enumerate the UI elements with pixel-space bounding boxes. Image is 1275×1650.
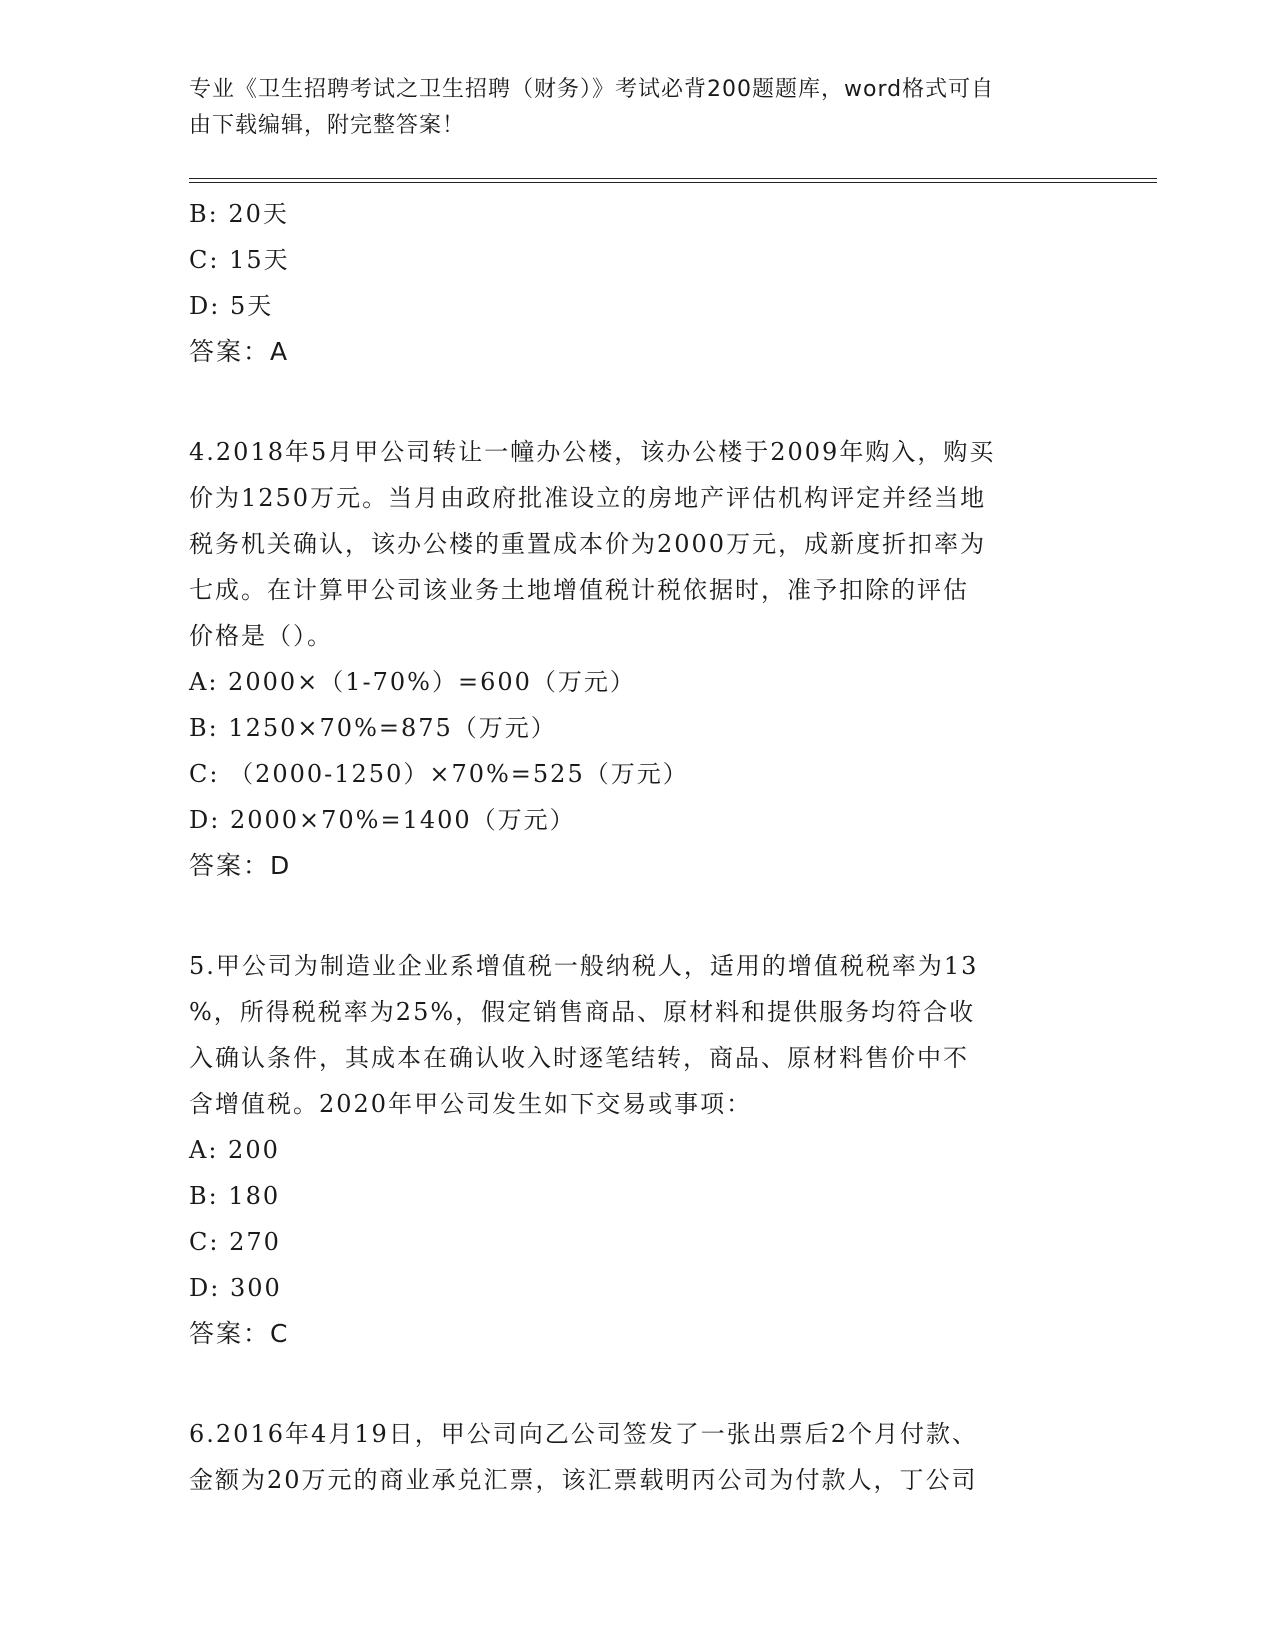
option-b: B: 1250×70%=875（万元） [189,714,557,742]
header-line-2: 由下载编辑，附完整答案！ [189,113,466,138]
question-6 [189,1411,1089,1503]
answer: 答案：A [189,337,290,366]
question-stem-line: 4.2018年5月甲公司转让一幢办公楼，该办公楼于2009年购入，购买 [189,438,996,466]
question-5 [189,943,1089,1357]
option-c: C: （2000-1250）×70%=525（万元） [189,760,689,788]
question-stem-line: 金额为20万元的商业承兑汇票，该汇票载明丙公司为付款人，丁公司 [189,1466,978,1494]
spacer [189,889,1089,943]
question-4 [189,429,1089,889]
question-stem-line: 5.甲公司为制造业企业系增值税一般纳税人，适用的增值税税率为13 [189,952,979,980]
question-stem-line: 价为1250万元。当月由政府批准设立的房地产评估机构评定并经当地 [189,484,987,512]
document-body [189,191,1089,1503]
answer: 答案：C [189,1319,290,1348]
option-d: D: 2000×70%=1400（万元） [189,806,576,834]
question-stem-line: 入确认条件，其成本在确认收入时逐笔结转，商品、原材料售价中不 [189,1044,969,1072]
option-c: C: 15天 [189,246,290,274]
question-stem-line: 价格是（）。 [189,622,333,650]
answer: 答案：D [189,851,292,880]
option-d: D: 300 [189,1274,282,1302]
spacer [189,1357,1089,1411]
option-a: A: 2000×（1-70%）=600（万元） [189,668,636,696]
question-stem-line: 6.2016年4月19日，甲公司向乙公司签发了一张出票后2个月付款、 [189,1420,979,1448]
header-line-1: 专业《卫生招聘考试之卫生招聘（财务）》考试必背200题题库，word格式可自 [189,77,995,102]
option-a: A: 200 [189,1136,280,1164]
option-d: D: 5天 [189,292,274,320]
document-header [189,72,1069,144]
question-stem-line: 七成。在计算甲公司该业务土地增值税计税依据时，准予扣除的评估 [189,576,969,604]
question-stem-line: 含增值税。2020年甲公司发生如下交易或事项： [189,1090,753,1118]
question-stem-line: %，所得税税率为25%，假定销售商品、原材料和提供服务均符合收 [189,998,976,1026]
option-b: B: 20天 [189,200,289,228]
header-rule-top [189,178,1157,179]
header-rule-bottom [189,182,1157,183]
spacer [189,375,1089,429]
question-stem-line: 税务机关确认，该办公楼的重置成本价为2000万元，成新度折扣率为 [189,530,987,558]
option-b: B: 180 [189,1182,281,1210]
option-c: C: 270 [189,1228,281,1256]
question-3 [189,191,1089,375]
